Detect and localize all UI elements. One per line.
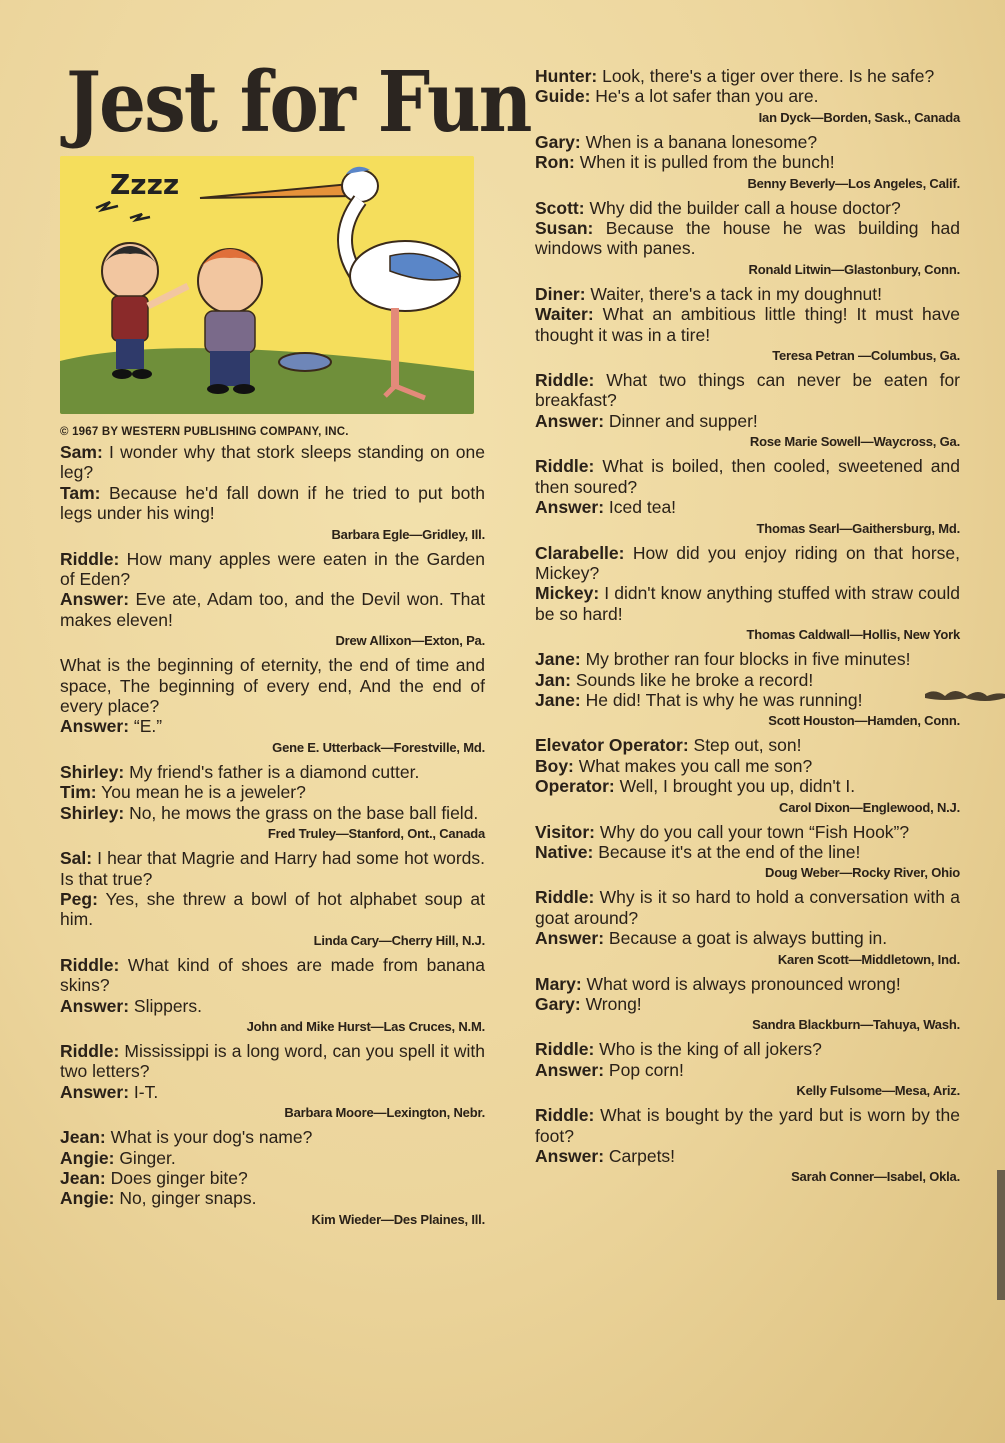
joke-line — [60, 955, 485, 996]
speaker-label: Answer: — [535, 1146, 605, 1167]
joke-text: You mean he is a jeweler? — [96, 782, 306, 803]
joke-text: Carpets! — [604, 1146, 676, 1167]
joke-line — [60, 716, 485, 736]
joke-line — [535, 304, 960, 345]
joke-item — [60, 762, 485, 841]
joke-credit: Teresa Petran —Columbus, Ga. — [772, 348, 960, 364]
joke-text: My brother ran four blocks in five minutes! — [580, 649, 911, 670]
joke-text: What makes you call me son? — [573, 755, 813, 776]
joke-text: I didn't know anything stuffed with straw could be so hard! — [535, 583, 960, 624]
joke-line — [60, 889, 485, 930]
joke-credit: Barbara Moore—Lexington, Nebr. — [284, 1105, 485, 1121]
joke-text: Because it's at the end of the line! — [593, 841, 861, 862]
joke-item — [60, 549, 485, 649]
joke-text: Eve ate, Adam too, and the Devil won. That makes eleven! — [60, 589, 485, 630]
speaker-label: Riddle: — [60, 954, 120, 975]
joke-item — [535, 198, 960, 277]
joke-text: When is a banana lonesome? — [580, 131, 818, 152]
joke-credit: Drew Allixon—Exton, Pa. — [335, 633, 485, 649]
joke-text: Who is the king of all jokers? — [594, 1039, 822, 1060]
speaker-label: Gary: — [535, 994, 581, 1014]
joke-line — [535, 497, 960, 517]
speaker-label: Riddle: — [535, 887, 595, 908]
joke-text: How many apples were eaten in the Garden of Eden? — [60, 548, 485, 590]
joke-item — [535, 1105, 960, 1184]
joke-line — [60, 1148, 485, 1168]
joke-item — [535, 649, 960, 728]
joke-line — [60, 549, 485, 590]
speaker-label: Angie: — [60, 1147, 115, 1168]
joke-credit: Sarah Conner—Isabel, Okla. — [791, 1169, 960, 1185]
joke-text: What is bought by the yard but is worn by the foot? — [535, 1105, 960, 1146]
joke-credit: Doug Weber—Rocky River, Ohio — [765, 865, 960, 881]
joke-line — [535, 583, 960, 624]
speaker-label: Riddle: — [60, 1040, 120, 1061]
joke-text: Sounds like he broke a record! — [570, 669, 814, 690]
joke-line — [535, 198, 960, 218]
joke-text: What is boiled, then cooled, sweetened and then soured? — [535, 456, 960, 497]
joke-credit: Thomas Caldwall—Hollis, New York — [746, 627, 960, 643]
joke-line — [535, 822, 960, 842]
joke-line — [535, 456, 960, 497]
speaker-label: Riddle: — [60, 548, 120, 569]
joke-line — [60, 655, 485, 716]
speaker-label: Answer: — [60, 995, 130, 1016]
joke-credit: John and Mike Hurst—Las Cruces, N.M. — [246, 1018, 485, 1034]
speaker-label: Native: — [535, 841, 594, 862]
copyright-notice: © 1967 BY WESTERN PUBLISHING COMPANY, INC. — [60, 426, 349, 438]
joke-line — [535, 776, 960, 796]
speaker-label: Riddle: — [535, 370, 595, 391]
joke-text: He did! That is why he was running! — [580, 689, 863, 710]
speaker-label: Answer: — [60, 716, 130, 737]
joke-text: He's a lot safer than you are. — [590, 86, 819, 107]
joke-line — [535, 284, 960, 304]
left-column — [60, 54, 531, 1234]
joke-line — [535, 1105, 960, 1146]
joke-credit: Sandra Blackburn—Tahuya, Wash. — [752, 1017, 960, 1033]
joke-line — [60, 762, 485, 782]
speaker-label: Gary: — [535, 131, 581, 152]
joke-text: Why is it so hard to hold a conversation with a goat around? — [535, 887, 960, 928]
joke-credit: Carol Dixon—Englewood, N.J. — [779, 799, 960, 815]
joke-line — [60, 848, 485, 889]
speaker-label: Answer: — [535, 410, 605, 431]
joke-item — [535, 1039, 960, 1098]
left-joke-list — [60, 442, 485, 1227]
speaker-label: Jean: — [60, 1127, 106, 1148]
stork-cartoon — [60, 156, 474, 414]
joke-item — [535, 974, 960, 1033]
joke-text: I wonder why that stork sleeps standing on one leg? — [60, 442, 485, 483]
joke-text: I-T. — [129, 1081, 159, 1102]
joke-line — [535, 218, 960, 259]
joke-item — [60, 442, 485, 542]
joke-text: What two things can never be eaten for breakfast? — [535, 370, 960, 411]
speaker-label: Angie: — [60, 1188, 115, 1209]
joke-text: When it is pulled from the bunch! — [574, 152, 835, 173]
joke-line — [535, 543, 960, 584]
speaker-label: Answer: — [535, 497, 605, 518]
joke-credit: Kelly Fulsome—Mesa, Ariz. — [796, 1083, 960, 1099]
speaker-label: Shirley: — [60, 761, 125, 782]
joke-credit: Fred Truley—Stanford, Ont., Canada — [267, 826, 485, 842]
joke-line — [535, 1060, 960, 1080]
joke-line — [535, 887, 960, 928]
joke-text: Yes, she threw a bowl of hot alphabet soup at him. — [60, 888, 485, 930]
joke-line — [535, 132, 960, 152]
joke-credit: Thomas Searl—Gaithersburg, Md. — [756, 520, 960, 536]
joke-line — [60, 803, 485, 823]
joke-text: Iced tea! — [604, 497, 677, 518]
joke-line — [60, 483, 485, 524]
joke-line — [535, 690, 960, 710]
speaker-label: Elevator Operator: — [535, 735, 689, 756]
joke-credit: Karen Scott—Middletown, Ind. — [777, 951, 960, 967]
joke-credit: Ronald Litwin—Glastonbury, Conn. — [748, 261, 960, 277]
joke-credit: Benny Beverly—Los Angeles, Calif. — [747, 175, 960, 191]
speaker-label: Scott: — [535, 197, 585, 218]
joke-line — [60, 1168, 485, 1188]
speaker-label: Visitor: — [535, 821, 595, 842]
speaker-label: Jan: — [535, 669, 571, 690]
speaker-label: Jean: — [60, 1167, 106, 1188]
speaker-label: Riddle: — [535, 1039, 595, 1060]
joke-text: Ginger. — [114, 1147, 176, 1168]
right-column — [535, 66, 960, 1191]
speaker-label: Answer: — [60, 1081, 130, 1102]
joke-line — [60, 1127, 485, 1147]
joke-text: My friend's father is a diamond cutter. — [124, 761, 420, 782]
cartoon-illustration — [60, 156, 474, 414]
speaker-label: Answer: — [535, 928, 605, 949]
speaker-label: Diner: — [535, 283, 586, 304]
right-joke-list — [535, 66, 960, 1184]
joke-credit: Ian Dyck—Borden, Sask., Canada — [758, 109, 960, 125]
joke-text: Look, there's a tiger over there. Is he safe? — [597, 66, 935, 86]
joke-text: Pop corn! — [604, 1059, 684, 1080]
joke-text: Waiter, there's a tack in my doughnut! — [585, 283, 883, 304]
joke-line — [60, 996, 485, 1016]
joke-line — [535, 994, 960, 1014]
joke-credit: Gene E. Utterback—Forestville, Md. — [272, 739, 485, 755]
joke-line — [535, 86, 960, 106]
joke-text: What is the beginning of eternity, the end of time and space, The beginning of every end, And the end of every place? — [60, 655, 485, 717]
speaker-label: Operator: — [535, 776, 615, 797]
speaker-label: Tam: — [60, 482, 101, 503]
joke-item — [535, 735, 960, 814]
joke-line — [535, 411, 960, 431]
speaker-label: Sam: — [60, 442, 103, 462]
joke-text: Wrong! — [580, 994, 642, 1014]
speaker-label: Hunter: — [535, 66, 598, 86]
joke-text: No, ginger snaps. — [114, 1188, 257, 1209]
joke-text: “E.” — [129, 716, 163, 737]
joke-credit: Barbara Egle—Gridley, Ill. — [331, 526, 485, 542]
joke-text: Mississippi is a long word, can you spell it with two letters? — [60, 1040, 485, 1082]
speaker-label: Guide: — [535, 86, 591, 107]
joke-line — [535, 649, 960, 669]
joke-item — [60, 848, 485, 948]
joke-line — [535, 1039, 960, 1059]
speaker-label: Clarabelle: — [535, 542, 625, 563]
joke-item — [60, 1127, 485, 1227]
joke-text: Because a goat is always butting in. — [604, 928, 888, 949]
joke-text: What an ambitious little thing! It must have thought it was in a tire! — [535, 304, 960, 345]
joke-line — [535, 756, 960, 776]
joke-credit: Rose Marie Sowell—Waycross, Ga. — [749, 434, 960, 450]
page-edge-shadow — [997, 1170, 1005, 1300]
speaker-label: Waiter: — [535, 304, 594, 325]
joke-text: Dinner and supper! — [604, 410, 758, 431]
speaker-label: Mary: — [535, 973, 582, 994]
joke-line — [535, 152, 960, 172]
joke-line — [535, 670, 960, 690]
joke-line — [535, 1146, 960, 1166]
joke-line — [60, 1082, 485, 1102]
joke-line — [60, 442, 485, 483]
speaker-label: Riddle: — [535, 456, 595, 477]
joke-text: Does ginger bite? — [105, 1167, 248, 1188]
joke-line — [60, 589, 485, 630]
joke-line — [535, 974, 960, 994]
speaker-label: Shirley: — [60, 802, 125, 823]
joke-credit: Scott Houston—Hamden, Conn. — [768, 713, 960, 729]
joke-text: What is your dog's name? — [105, 1127, 313, 1148]
joke-item — [60, 1041, 485, 1120]
speaker-label: Jane: — [535, 689, 581, 710]
joke-line — [535, 842, 960, 862]
joke-item — [60, 955, 485, 1034]
speaker-label: Mickey: — [535, 583, 600, 604]
joke-line — [60, 1188, 485, 1208]
speaker-label: Riddle: — [535, 1105, 595, 1126]
joke-item — [535, 66, 960, 125]
joke-credit: Linda Cary—Cherry Hill, N.J. — [313, 932, 485, 948]
joke-text: How did you enjoy riding on that horse, Mickey? — [535, 542, 960, 583]
joke-text: Slippers. — [129, 995, 202, 1016]
speaker-label: Answer: — [535, 1059, 605, 1080]
joke-text: Because he'd fall down if he tried to put both legs under his wing! — [60, 482, 485, 524]
joke-item — [535, 822, 960, 881]
page-title: Jest for Fun — [66, 54, 531, 151]
speaker-label: Boy: — [535, 755, 574, 776]
joke-text: Step out, son! — [688, 735, 802, 756]
speaker-label: Susan: — [535, 218, 594, 239]
joke-text: No, he mows the grass on the base ball field. — [124, 802, 479, 823]
joke-text: I hear that Magrie and Harry had some hot words. Is that true? — [60, 848, 485, 889]
joke-item — [535, 456, 960, 535]
joke-text: Because the house he was building had windows with panes. — [535, 218, 960, 259]
joke-line — [60, 782, 485, 802]
joke-line — [60, 1041, 485, 1082]
speaker-label: Tim: — [60, 782, 97, 803]
joke-item — [535, 284, 960, 363]
speaker-label: Sal: — [60, 848, 93, 869]
joke-text: Why do you call your town “Fish Hook”? — [594, 821, 910, 842]
joke-credit: Kim Wieder—Des Plaines, Ill. — [311, 1211, 485, 1227]
joke-item — [535, 543, 960, 643]
speaker-label: Jane: — [535, 649, 581, 670]
joke-text: Well, I brought you up, didn't I. — [614, 776, 856, 797]
speaker-label: Ron: — [535, 152, 575, 173]
speaker-label: Answer: — [60, 589, 130, 610]
joke-item — [535, 132, 960, 191]
cartoon-caption: Zzzz — [110, 168, 180, 201]
joke-item — [535, 887, 960, 966]
joke-line — [535, 735, 960, 755]
joke-item — [535, 370, 960, 449]
joke-line — [535, 370, 960, 411]
joke-line — [535, 928, 960, 948]
joke-item — [60, 655, 485, 755]
joke-text: What kind of shoes are made from banana skins? — [60, 954, 485, 996]
joke-text: What word is always pronounced wrong! — [581, 973, 901, 994]
speaker-label: Peg: — [60, 888, 98, 909]
page-tear-mark — [925, 680, 1005, 704]
joke-line — [535, 66, 960, 86]
joke-text: Why did the builder call a house doctor? — [584, 197, 901, 218]
